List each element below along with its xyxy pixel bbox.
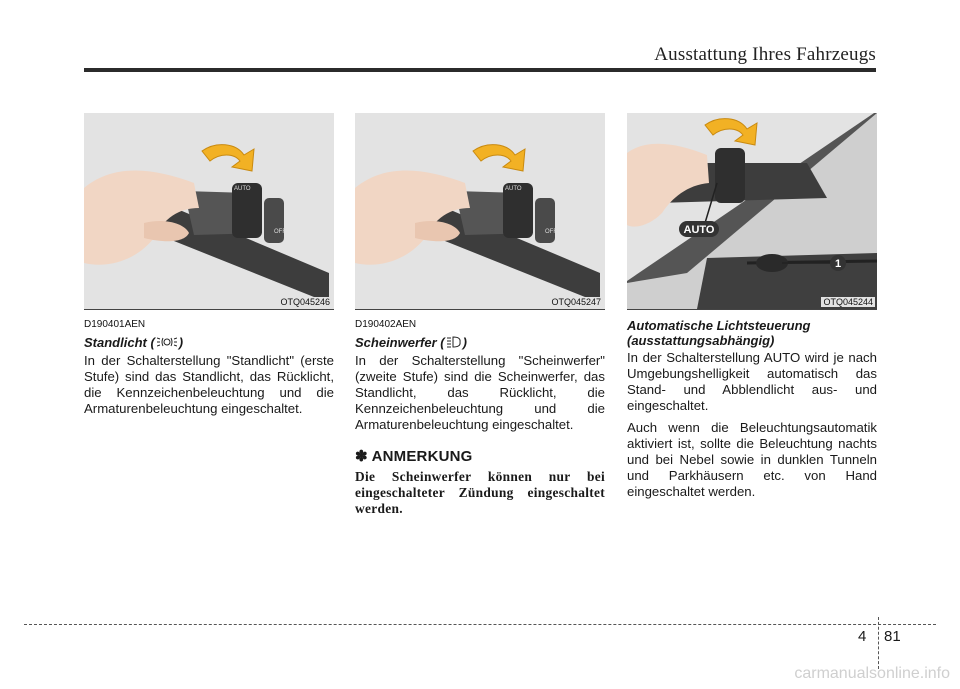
image-code: OTQ045247 [551, 297, 601, 307]
heading-line2: (ausstattungsabhängig) [627, 333, 775, 348]
body-text: In der Schalterstellung "Scheinwerfer" (zweite Stufe) sind die Scheinwerfer, das Standlicht, das Rücklicht, die Kennzeichenbeleuchtung und die Armaturenbeleuchtung eingeschaltet. [355, 353, 605, 433]
footer-rule [24, 624, 936, 625]
image-code: OTQ045246 [280, 297, 330, 307]
body-text: In der Schalterstellung AUTO wird je nach Umgebungshelligkeit automatisch das Stand- und Abblendlicht aus- und eingeschaltet. [627, 350, 877, 413]
heading-close: ) [462, 335, 467, 350]
svg-text:OFF: OFF [545, 229, 557, 235]
note-text: Die Scheinwerfer können nur bei eingeschalteter Zündung eingeschaltet werden. [355, 469, 605, 517]
image-code: OTQ045244 [823, 297, 873, 307]
watermark: carmanualsonline.info [794, 665, 950, 682]
section-code: D190401AEN [84, 319, 146, 330]
heading-close: ) [178, 335, 184, 350]
column-headlight [355, 113, 605, 517]
section-heading [355, 335, 605, 351]
chapter-number: 4 [858, 628, 867, 645]
number-callout: 1 [834, 258, 842, 270]
body-text: In der Schalterstellung "Standlicht" (erste Stufe) sind das Standlicht, das Rücklicht, die Kennzeichenbeleuchtung und die Armaturenbeleuchtung eingeschaltet. [84, 353, 334, 417]
photo-rule [627, 309, 877, 310]
footer-divider [878, 617, 879, 669]
photo-auto-light-sensor [627, 113, 877, 309]
section-code: D190402AEN [355, 319, 417, 330]
svg-text:AUTO: AUTO [505, 186, 522, 192]
photo-light-switch-parking [84, 113, 334, 309]
heading-text: Standlicht ( [84, 335, 155, 350]
parking-light-icon [157, 336, 177, 351]
page-number: 81 [884, 628, 901, 645]
svg-text:OFF: OFF [274, 229, 286, 235]
auto-callout: AUTO [683, 224, 715, 236]
section-heading [627, 318, 877, 348]
photo-rule [355, 309, 605, 310]
note-title: ✽ ANMERKUNG [355, 448, 473, 466]
body-text-2: Auch wenn die Beleuchtungsautomatik aktiviert ist, sollte die Beleuchtung nachts und bei Nebel sowie in dunklen Tunneln und Parkhäusern etc. von Hand eingeschaltet werden. [627, 420, 877, 499]
column-auto-light [627, 113, 877, 500]
section-heading [84, 335, 334, 351]
svg-text:AUTO: AUTO [234, 186, 251, 192]
column-parking-light [84, 113, 334, 417]
headlight-icon [447, 336, 461, 351]
page-header-title: Ausstattung Ihres Fahrzeugs [654, 44, 876, 65]
heading-text: Scheinwerfer ( [355, 335, 445, 350]
header-rule [84, 68, 876, 72]
photo-rule [84, 309, 334, 310]
photo-light-switch-headlight [355, 113, 605, 309]
heading-line1: Automatische Lichtsteuerung [627, 318, 811, 333]
